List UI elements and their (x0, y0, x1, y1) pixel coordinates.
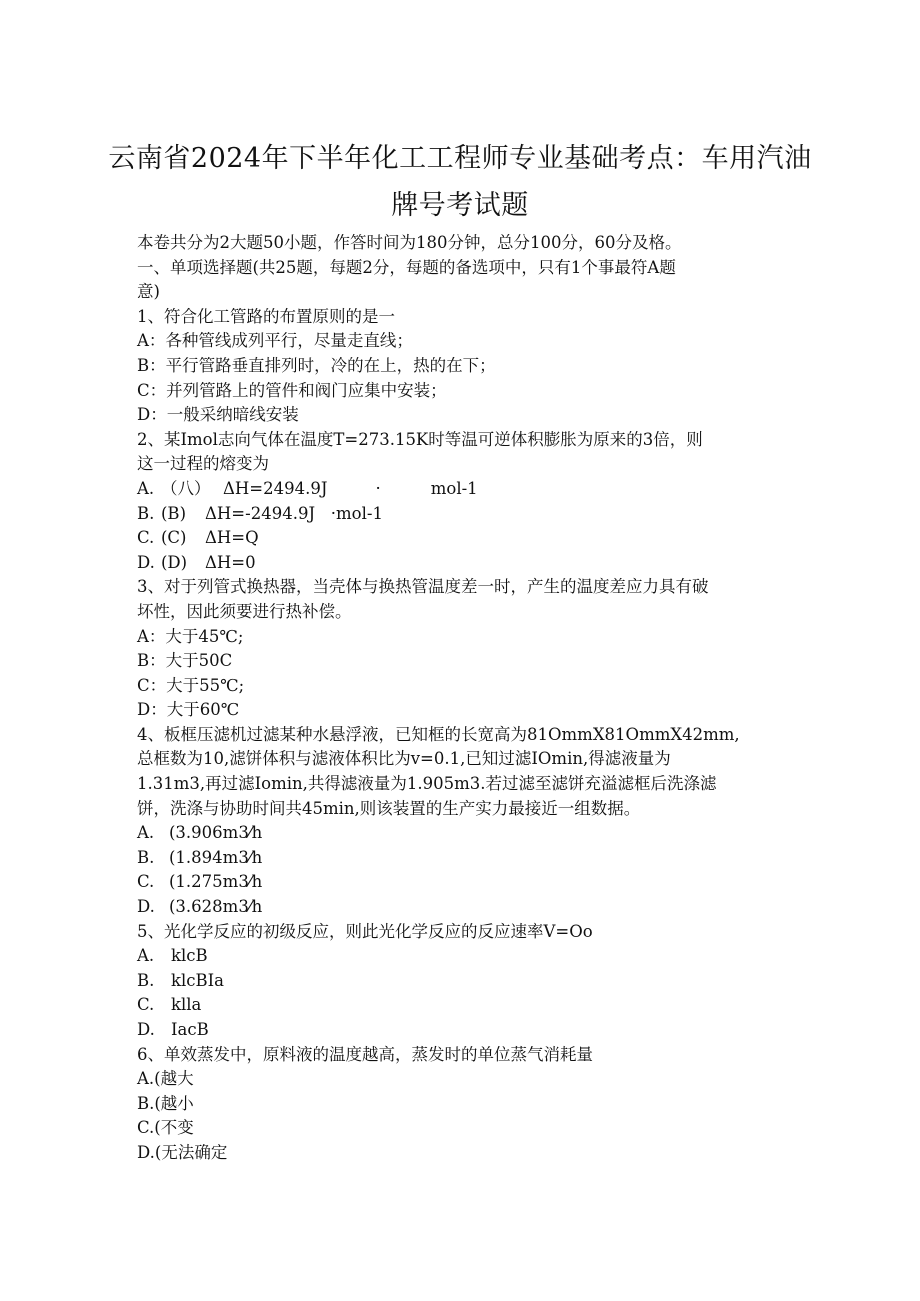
option-value: klcB (171, 946, 208, 966)
question-5-option-b (137, 969, 787, 994)
question-4-option-c (137, 870, 787, 895)
option-key: C. (137, 872, 155, 892)
exam-intro: 本卷共分为2大题50小题，作答时间为180分钟，总分100分，60分及格。 (137, 233, 682, 252)
question-3-stem-line-2: 坏性，因此须要进行热补偿。 (137, 601, 352, 621)
question-2-stem-line-1: 2、某Imol志向气体在温度T=273.15K时等温可逆体积膨胀为原来的3倍，则 (137, 429, 703, 449)
option-value: IacB (171, 1020, 209, 1039)
question-4-option-a (137, 821, 787, 846)
question-2-option-d (137, 551, 787, 576)
option-value: (1.894m3⁄h (169, 847, 263, 867)
option-value: ΔH=2494.9J (223, 478, 328, 498)
document-title-line-1: 云南省2024年下半年化工工程师专业基础考点：车用汽油 (108, 143, 812, 174)
option-value: ΔH=-2494.9J ·mol-1 (205, 503, 383, 523)
option-value: klcBIa (171, 970, 224, 990)
question-4-stem-line-4: 饼，洗涤与协助时间共45min,则该装置的生产实力最接近一组数据。 (137, 798, 641, 818)
question-3-option-a: A：大于45℃; (137, 626, 244, 646)
option-paren: (D) (161, 552, 188, 572)
question-3-stem-line-1: 3、对于列管式换热器，当壳体与换热管温度差一时，产生的温度差应力具有破 (137, 577, 709, 597)
option-value: ΔH=Q (205, 528, 259, 548)
option-value: (1.275m3⁄h (169, 872, 263, 892)
question-2-option-b (137, 502, 787, 527)
option-value: ΔH=0 (205, 552, 256, 572)
question-6-option-b: B.(越小 (137, 1093, 194, 1113)
question-1-option-a: A：各种管线成列平行，尽量走直线； (137, 331, 413, 351)
option-paren: (B) (161, 503, 186, 523)
option-key: D. (137, 897, 155, 917)
question-1-stem: 1、符合化工管路的布置原则的是一 (137, 306, 395, 326)
question-5-option-d (137, 1018, 787, 1043)
option-dot: · (375, 478, 381, 498)
section-heading-line-1: 一、单项选择题(共25题，每题2分，每题的备选项中，只有1个事最符A题 (137, 257, 676, 277)
section-heading-line-2: 意) (137, 282, 160, 302)
option-key: B. (137, 847, 155, 867)
option-value: (3.906m3⁄h (169, 823, 263, 843)
option-unit: mol-1 (430, 478, 478, 498)
option-value: klla (171, 995, 202, 1015)
question-6-option-c: C.(不变 (137, 1118, 194, 1138)
option-key: A. (137, 478, 155, 498)
question-1-option-d: D：一般采纳暗线安装 (137, 405, 299, 425)
option-paren: (C) (161, 528, 187, 548)
option-key: C. (137, 995, 155, 1015)
question-6-stem: 6、单效蒸发中，原料液的温度越高，蒸发时的单位蒸气消耗量 (137, 1044, 593, 1064)
option-key: A. (137, 823, 155, 843)
option-key: A. (137, 946, 155, 966)
question-2-stem-line-2: 这一过程的熔变为 (137, 454, 269, 474)
option-key: D. (137, 1020, 155, 1039)
option-key: D. (137, 552, 155, 572)
question-6-option-a: A.(越大 (137, 1069, 194, 1089)
document-title-line-2: 牌号考试题 (391, 190, 529, 221)
option-key: C. (137, 528, 155, 548)
question-5-option-a (137, 944, 787, 969)
question-3-option-d: D：大于60℃ (137, 700, 240, 720)
question-4-option-d (137, 895, 787, 920)
question-4-stem-line-2: 总框数为10,滤饼体积与滤液体积比为v=0.1,已知过滤IOmin,得滤液量为 (137, 749, 671, 769)
question-4-option-b (137, 846, 787, 871)
question-2-option-c (137, 526, 787, 551)
question-6-option-d: D.(无法确定 (137, 1142, 228, 1162)
question-3-option-b: B：大于50C (137, 651, 233, 671)
question-1-option-b: B：平行管路垂直排列时，冷的在上，热的在下； (137, 355, 496, 375)
question-5-option-c (137, 993, 787, 1018)
question-4-stem-line-1: 4、板框压滤机过滤某种水悬浮液，已知框的长宽高为81OmmX81OmmX42mm, (137, 724, 740, 744)
question-3-option-c: C：大于55℃; (137, 675, 245, 695)
option-key: B. (137, 970, 155, 990)
question-5-stem: 5、光化学反应的初级反应，则此光化学反应的反应速率V=Oo (137, 921, 593, 941)
question-4-stem-line-3: 1.31m3,再过滤Iomin,共得滤液量为1.905m3.若过滤至滤饼充溢滤框后洗涤滤 (137, 774, 717, 794)
option-key: B. (137, 503, 155, 523)
question-1-option-c: C：并列管路上的管件和阀门应集中安装； (137, 380, 447, 400)
option-value: (3.628m3⁄h (169, 897, 263, 917)
question-2-option-a (137, 477, 787, 502)
option-paren: （八） (161, 478, 211, 498)
document-body (137, 231, 787, 1166)
